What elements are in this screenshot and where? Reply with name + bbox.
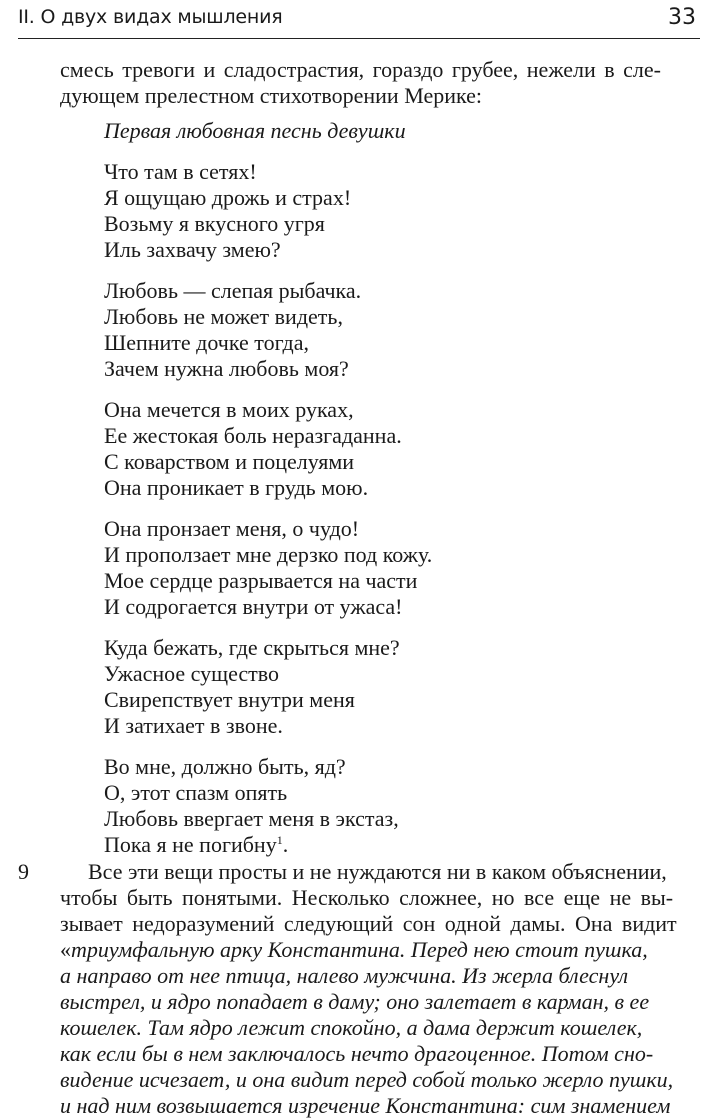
verse-line: Любовь — слепая рыбачка.: [104, 278, 362, 303]
paragraph-line: а направо от нее птица, налево мужчина. Из жерла блеснул: [60, 963, 629, 988]
verse-line: Она пронзает меня, о чудо!: [104, 516, 360, 541]
paragraph-number: 9: [18, 859, 29, 884]
paragraph-line: и над ним возвышается изречение Константина: сим знамением: [60, 1093, 671, 1118]
verse-line-final: [104, 832, 432, 858]
stanza: [104, 278, 432, 382]
verse-line: Куда бежать, где скрыться мне?: [104, 635, 400, 660]
running-head: II. О двух видах мышления: [18, 6, 283, 28]
verse-line: Она проникает в грудь мою.: [104, 475, 369, 500]
intro-text: [60, 57, 700, 109]
verse-line: Мое сердце разрывается на части: [104, 568, 418, 593]
paragraph-line: как если бы в нем заключалось нечто драгоценное. Потом сно-: [60, 1041, 654, 1066]
verse-line: И проползает мне дерзко под кожу.: [104, 542, 433, 567]
verse-text: Пока я не погибну: [104, 832, 277, 857]
paragraph-line-text: Все эти вещи просты и не нуждаются ни в каком объяснении,: [88, 859, 667, 884]
paragraph-line: зывает недоразумений следующий сон одной дамы. Она видит: [60, 911, 677, 936]
verse-final-punct: .: [282, 832, 289, 857]
verse-line: Зачем нужна любовь моя?: [104, 356, 349, 381]
verse-line: Что там в сетях!: [104, 159, 257, 184]
intro-line: смесь тревоги и сладострастия, гораздо грубее, нежели в сле-: [60, 57, 661, 82]
verse-line: Любовь не может видеть,: [104, 304, 343, 329]
paragraph-line: чтобы быть понятыми. Несколько сложнее, но все еще не вы-: [60, 885, 674, 910]
verse-line: Она мечется в моих руках,: [104, 397, 354, 422]
poem: [104, 159, 432, 873]
verse-line: Ужасное существо: [104, 661, 280, 686]
header-rule: [18, 38, 700, 39]
paragraph: [60, 859, 710, 1119]
stanza: [104, 397, 432, 501]
paragraph-line: выстрел, и ядро попадает в даму; оно залетает в карман, в ее: [60, 989, 650, 1014]
stanza: [104, 635, 432, 739]
quote-open: «: [60, 937, 71, 962]
stanza: [104, 754, 432, 858]
verse-line: Я ощущаю дрожь и страх!: [104, 185, 352, 210]
verse-line: Ее жестокая боль неразгаданна.: [104, 423, 402, 448]
paragraph-line-text: триумфальную арку Константина. Перед нею стоит пушка,: [71, 937, 648, 962]
verse-line: И затихает в звоне.: [104, 713, 283, 738]
verse-line: Шепните дочке тогда,: [104, 330, 309, 355]
paragraph-line: кошелек. Там ядро лежит спокойно, а дама держит кошелек,: [60, 1015, 643, 1040]
verse-line: Иль захвачу змею?: [104, 237, 281, 262]
verse-line: Любовь ввергает меня в экстаз,: [104, 806, 399, 831]
poem-title: Первая любовная песнь девушки: [104, 118, 406, 143]
verse-line: Свирепствует внутри меня: [104, 687, 355, 712]
verse-line: О, этот спазм опять: [104, 780, 288, 805]
stanza: [104, 516, 432, 620]
footnote-marker[interactable]: 1: [276, 833, 283, 847]
paragraph-line: видение исчезает, и она видит перед собой только жерло пушки,: [60, 1067, 674, 1092]
verse-line: С коварством и поцелуями: [104, 449, 355, 474]
paragraph-line: [60, 859, 710, 885]
verse-line: Во мне, должно быть, яд?: [104, 754, 346, 779]
stanza: [104, 159, 432, 263]
intro-line: дующем прелестном стихотворении Мерике:: [60, 83, 483, 108]
verse-line: Возьму я вкусного угря: [104, 211, 325, 236]
page-number: 33: [668, 5, 696, 30]
verse-line: И содрогается внутри от ужаса!: [104, 594, 403, 619]
paragraph-line-quote: [60, 937, 710, 963]
